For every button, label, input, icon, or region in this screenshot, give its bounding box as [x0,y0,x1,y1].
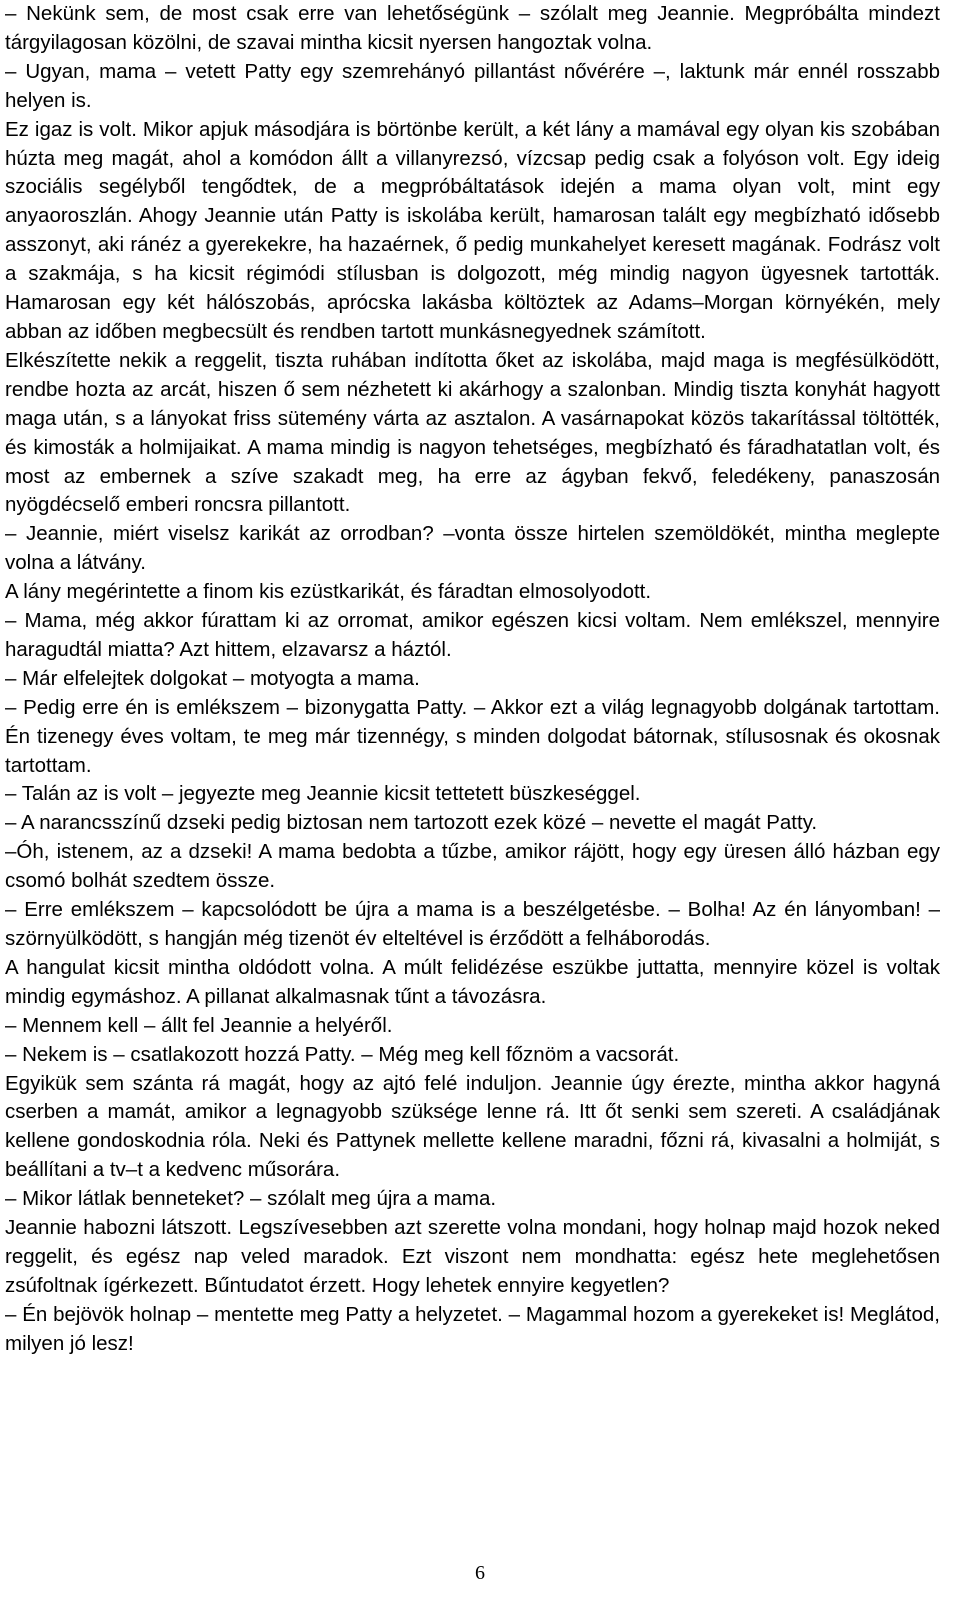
paragraph: Ez igaz is volt. Mikor apjuk másodjára is börtönbe került, a két lány a mamával egy olyan kis szobában húzta meg magát, ahol a komódon állt a villanyrezsó, vízcsap pedig csak a folyóson volt. Egy ideig szociális segélyből tengődtek, de a megpróbáltatások idején a mama olyan volt, mint egy anyaoroszlán. Ahogy Jeannie után Patty is iskolába került, hamarosan talált egy megbízható idősebb asszonyt, aki ránéz a gyerekekre, ha hazaérnek, ő pedig munkahelyet keresett magának. Fodrász volt a szakmája, s ha kicsit régimódi stílusban is dolgozott, még mindig nagyon ügyesnek tartották. Hamarosan egy két hálószobás, aprócska lakásba költöztek az Adams–Morgan környékén, mely abban az időben megbecsült és rendben tartott munkásnegyednek számított. [5,117,940,343]
paragraph: – Erre emlékszem – kapcsolódott be újra a mama is a beszélgetésbe. – Bolha! Az én lányomban! – szörnyülködött, s hangján még tizenöt év elteltével is érződött a felháborodás. [5,898,940,950]
paragraph: A hangulat kicsit mintha oldódott volna. A múlt felidézése eszükbe juttatta, mennyire közel is voltak mindig egymáshoz. A pillanat alkalmasnak tűnt a távozásra. [5,955,940,1008]
paragraph: Elkészítette nekik a reggelit, tiszta ruhában indította őket az iskolába, majd maga is megfésülködött, rendbe hozta az arcát, hiszen ő sem nézhetett ki akárhogy a szalonban. Mindig tiszta konyhát hagyott maga után, s a lányokat friss sütemény várta az asztalon. A vasárnapokat közös takarítással töltötték, és kimosták a holmijaikat. A mama mindig is nagyon tehetséges, megbízható és fáradhatatlan volt, és most az embernek a szíve szakadt meg, ha erre az ágyban fekvő, feledékeny, panaszosán nyögdécselő emberi roncsra pillantott. [5,348,940,517]
paragraph: A lány megérintette a finom kis ezüstkarikát, és fáradtan elmosolyodott. [5,580,652,604]
paragraph: – Pedig erre én is emlékszem – bizonygatta Patty. – Akkor ezt a világ legnagyobb dolgának tartottam. Én tizenegy éves voltam, te meg már tizennégy, s minden dolgodat bátornak, stílusosnak és okosnak tartottam. [5,695,940,777]
paragraph: – Mikor látlak benneteket? – szólalt meg újra a mama. [5,1187,497,1211]
paragraph: – Jeannie, miért viselsz karikát az orrodban? –vonta össze hirtelen szemöldökét, mintha meglepte volna a látvány. [5,522,940,575]
paragraph: – A narancsszínű dzseki pedig biztosan nem tartozott ezek közé – nevette el magát Patty. [5,811,818,835]
paragraph: – Nekem is – csatlakozott hozzá Patty. – Még meg kell főznöm a vacsorát. [5,1042,680,1066]
paragraph: – Talán az is volt – jegyezte meg Jeannie kicsit tettetett büszkeséggel. [5,782,641,806]
paragraph: – Mama, még akkor fúrattam ki az orromat, amikor egészen kicsi voltam. Nem emlékszel, mennyire haragudtál miatta? Azt hittem, elzavarsz a háztól. [5,609,940,661]
paragraph: – Nekünk sem, de most csak erre van lehetőségünk – szólalt meg Jeannie. Megpróbálta mindezt tárgyilagosan közölni, de szavai mintha kicsit nyersen hangoztak volna. [5,2,940,54]
paragraph: Egyikük sem szánta rá magát, hogy az ajtó felé induljon. Jeannie úgy érezte, mintha akkor hagyná cserben a mamát, amikor a legnagyobb szüksége lenne rá. Itt őt senki sem szereti. A családjának kellene gondoskodnia róla. Neki és Pattynek mellette kellene maradni, főzni rá, kivasalni a holmiját, s beállítani a tv–t a kedvenc műsorára. [5,1071,940,1182]
paragraph: – Mennem kell – állt fel Jeannie a helyéről. [5,1013,393,1037]
document-body [5,0,940,1359]
paragraph: – Én bejövök holnap – mentette meg Patty a helyzetet. – Magammal hozom a gyerekeket is! Meglátod, milyen jó lesz! [5,1302,940,1355]
paragraph: – Ugyan, mama – vetett Patty egy szemrehányó pillantást nővérére –, laktunk már ennél rosszabb helyen is. [5,59,940,112]
paragraph: –Óh, istenem, az a dzseki! A mama bedobta a tűzbe, amikor rájött, hogy egy üresen álló házban egy csomó bolhát szedtem össze. [5,840,940,893]
paragraph: – Már elfelejtek dolgokat – motyogta a mama. [5,666,420,690]
paragraph: Jeannie habozni látszott. Legszívesebben azt szerette volna mondani, hogy holnap majd hozok neked reggelit, és egész nap veled maradok. Ezt viszont nem mondhatta: egész hete meglehetősen zsúfoltnak ígérkezett. Bűntudatot érzett. Hogy lehetek ennyire kegyetlen? [5,1216,940,1297]
page-number: 6 [475,1562,485,1584]
